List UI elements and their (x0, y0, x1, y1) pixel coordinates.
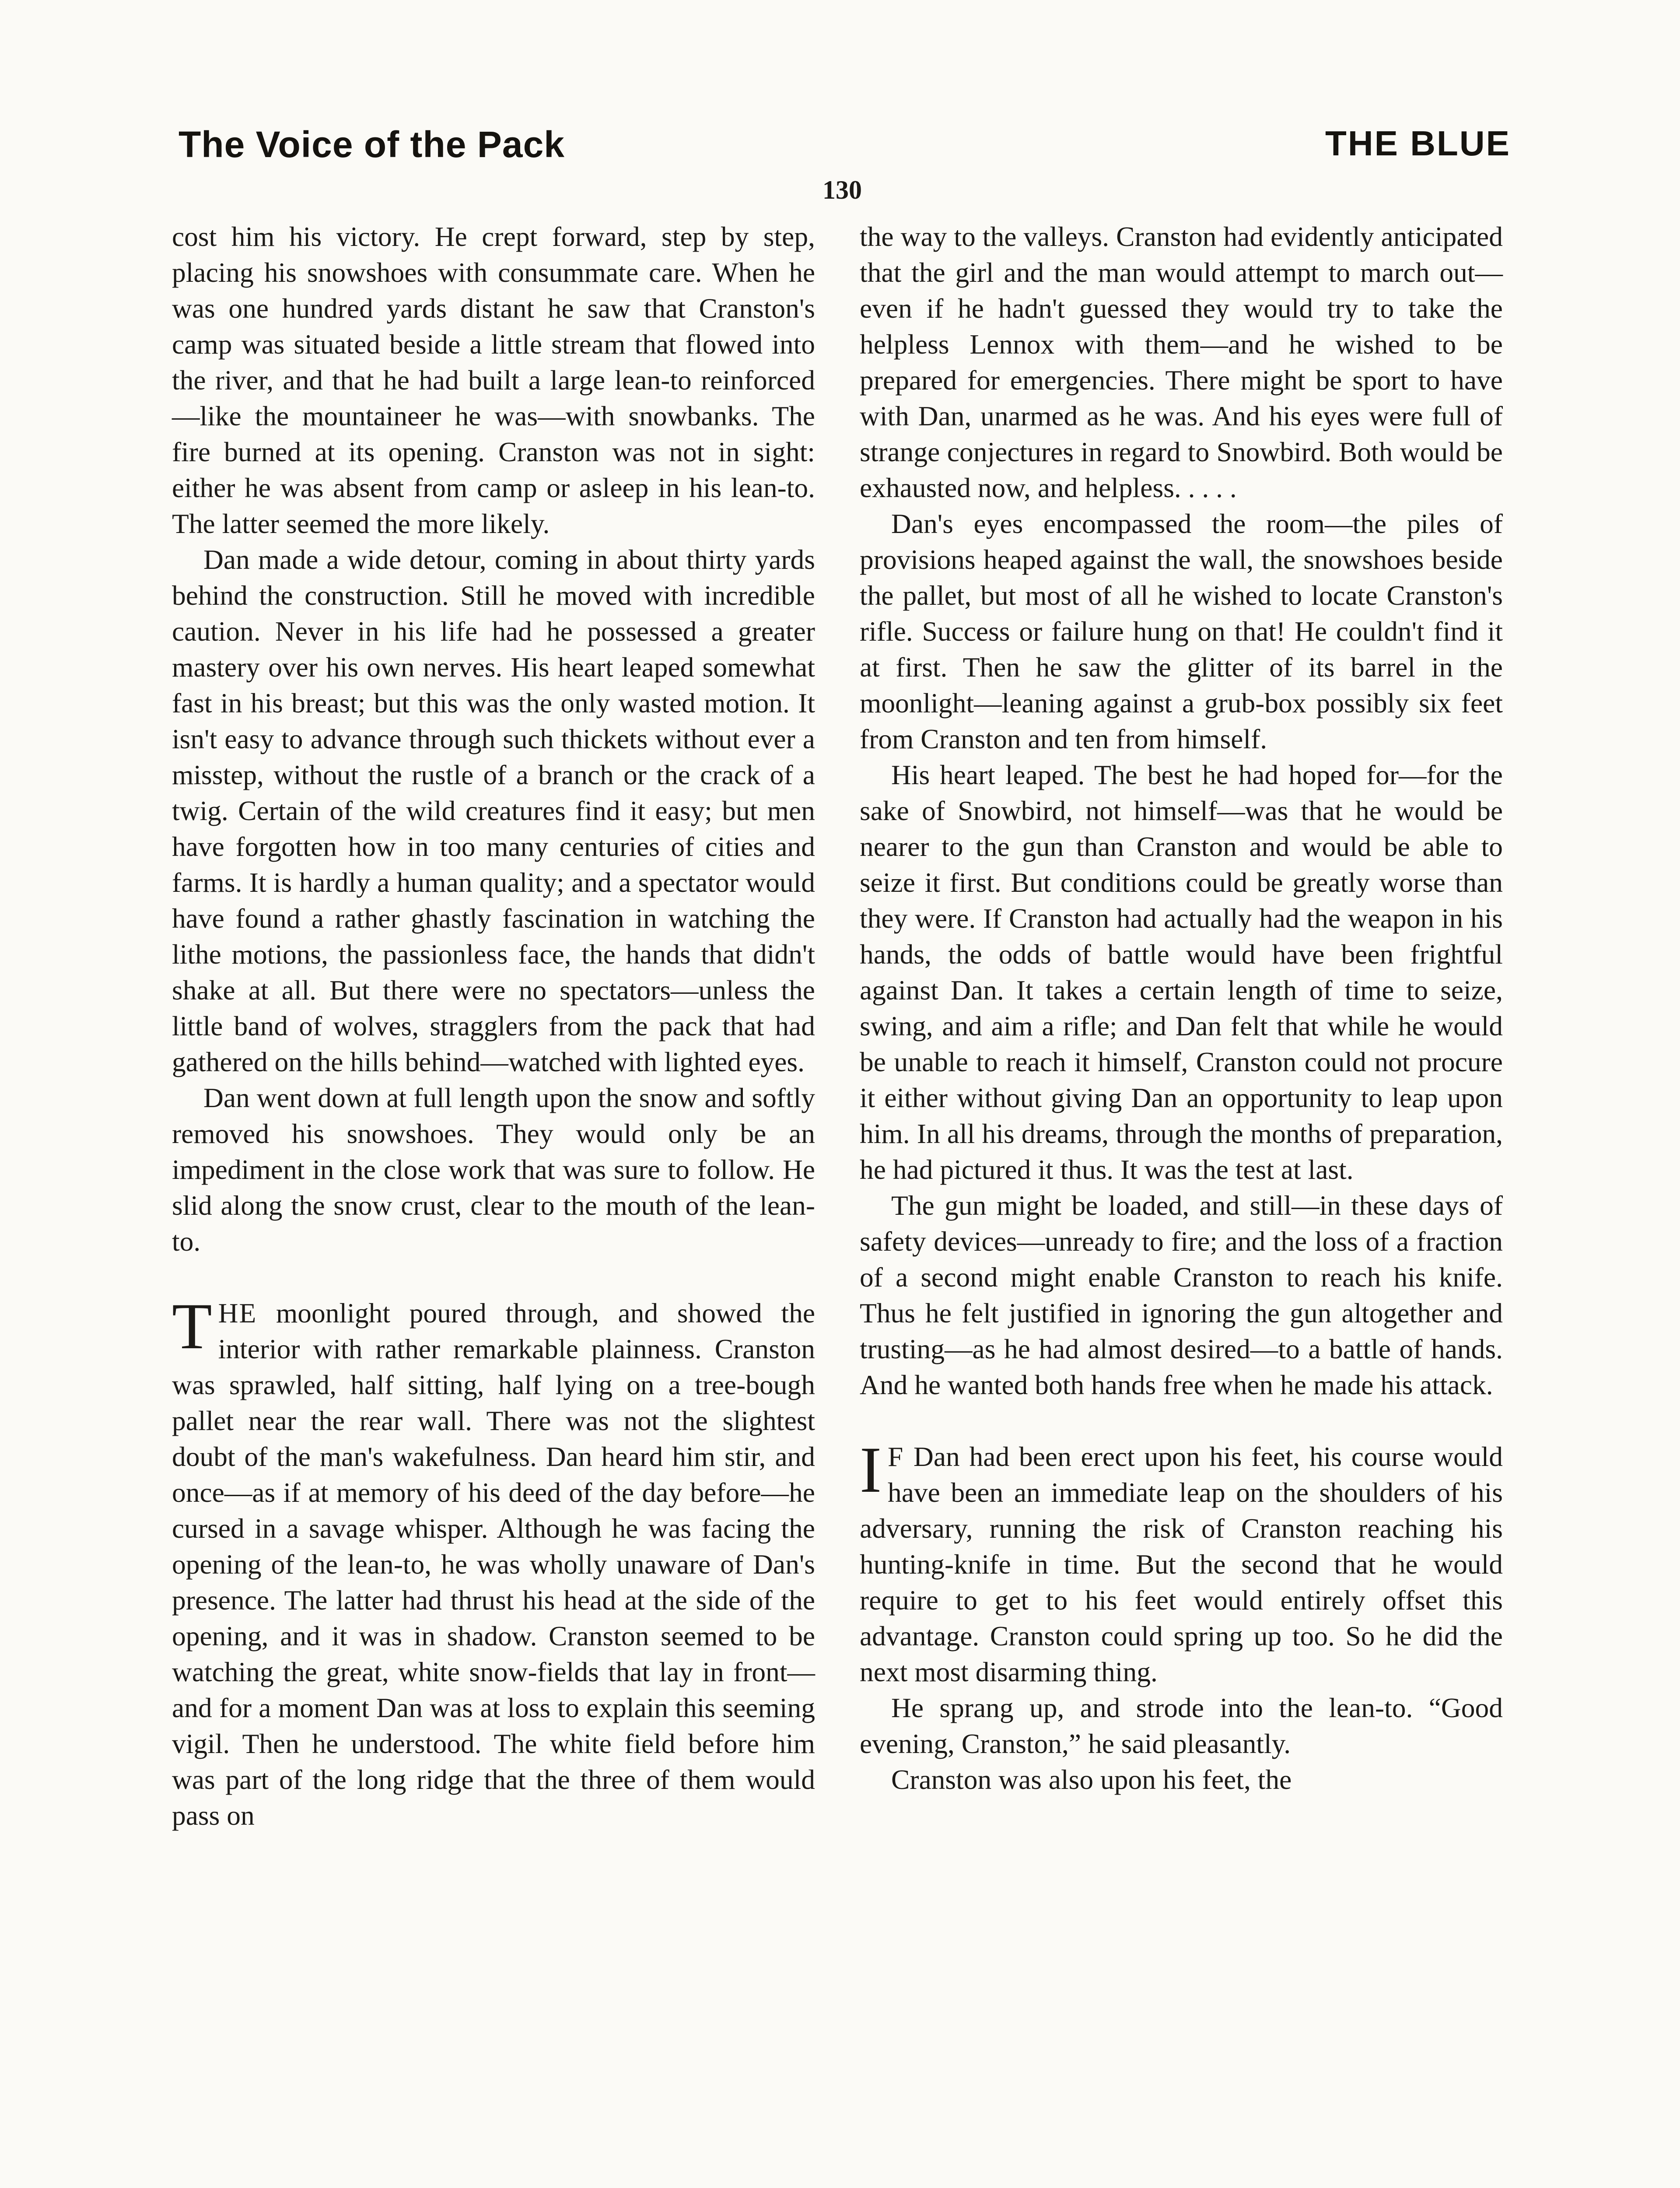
paragraph-with-drop-cap (172, 1290, 815, 1834)
paragraph: Cranston was also upon his feet, the (891, 1764, 1292, 1795)
paragraph-text: Dan had been erect upon his feet, his course would have been an immediate leap on the shoulders of his adversary, running the risk of Cranston reaching his hunting-knife in time. But the second that he would require to get to his feet would entirely offset this advantage. Cranston could spring up too. So he did the next most disarming thing. (860, 1441, 1503, 1687)
paragraph: Dan's eyes encompassed the room—the piles of provisions heaped against the wall, the snowshoes beside the pallet, but most of all he wished to locate Cranston's rifle. Success or failure hung on that! He couldn't find it at first. Then he saw the glitter of its barrel in the moonlight—leaning against a grub-box possibly six feet from Cranston and ten from himself. (860, 508, 1503, 754)
drop-cap: I (860, 1434, 882, 1506)
section-break (172, 1259, 815, 1295)
lead-in: HE (218, 1297, 257, 1329)
paragraph-with-drop-cap (860, 1434, 1503, 1690)
paragraph: The gun might be loaded, and still—in these days of safety devices—unready to fire; and the loss of a fraction of a second might enable Cranston to reach his knife. Thus he felt justified in ignoring the gun altogether and trusting—as he had almost desired—to a battle of hands. And he wanted both hands free when he made his attack. (860, 1190, 1503, 1400)
paragraph: He sprang up, and strode into the lean-to. “Good evening, Cranston,” he said pleasantly. (860, 1692, 1503, 1759)
paragraph-text: moonlight poured through, and showed the interior with rather remarkable plainness. Cranston was sprawled, half sitting, half lying on a tree-bough pallet near the rear wall. There was not the slightest doubt of the man's wakefulness. Dan heard him stir, and once—as if at memory of his deed of the day before—he cursed in a savage whisper. Although he was facing the opening of the lean-to, he was wholly unaware of Dan's presence. The latter had thrust his head at the side of the opening, and it was in shadow. Cranston seemed to be watching the great, white snow-fields that lay in front—and for a moment Dan was at loss to explain this seeming vigil. Then he understood. The white field before him was part of the long ridge that the three of them would pass on (172, 1297, 815, 1831)
paragraph: His heart leaped. The best he had hoped for—for the sake of Snowbird, not himself—was that he would be nearer to the gun than Cranston and would be able to seize it first. But conditions could be greatly worse than they were. If Cranston had actually had the weapon in his hands, the odds of battle would have been frightful against Dan. It takes a certain length of time to seize, swing, and aim a rifle; and Dan felt that while he would be unable to reach it himself, Cranston could not procure it either without giving Dan an opportunity to leap upon him. In all his dreams, through the months of preparation, he had pictured it thus. It was the test at last. (860, 759, 1503, 1185)
paragraph: Dan made a wide detour, coming in about thirty yards behind the construction. Still he moved with incredible caution. Never in his life had he possessed a greater mastery over his own nerves. His heart leaped somewhat fast in his breast; but this was the only wasted motion. It isn't easy to advance through such thickets without ever a misstep, without the rustle of a branch or the crack of a twig. Certain of the wild creatures find it easy; but men have forgotten how in too many centuries of cities and farms. It is hardly a human quality; and a spectator would have found a rather ghastly fascination in watching the lithe motions, the passionless face, the hands that didn't shake at all. But there were no spectators—unless the little band of wolves, stragglers from the pack that had gathered on the hills behind—watched with lighted eyes. (172, 544, 815, 1077)
lead-in: F (887, 1441, 904, 1472)
section-title: THE BLUE (1325, 124, 1511, 163)
right-column (860, 219, 1503, 1798)
left-column (172, 219, 815, 1834)
section-break (860, 1403, 1503, 1439)
paragraph: Dan went down at full length upon the snow and softly removed his snowshoes. They would only be an impediment in the close work that was sure to follow. He slid along the snow crust, clear to the mouth of the lean-to. (172, 1082, 815, 1257)
paragraph: cost him his victory. He crept forward, step by step, placing his snowshoes with consummate care. When he was one hundred yards distant he saw that Cranston's camp was situated beside a little stream that flowed into the river, and that he had built a large lean-to reinforced—like the mountaineer he was—with snowbanks. The fire burned at its opening. Cranston was not in sight: either he was absent from camp or asleep in his lean-to. The latter seemed the more likely. (172, 221, 815, 539)
paragraph: the way to the valleys. Cranston had evidently anticipated that the girl and the man would attempt to march out—even if he hadn't guessed they would try to take the helpless Lennox with them—and he wished to be prepared for emergencies. There might be sport to have with Dan, unarmed as he was. And his eyes were full of strange conjectures in regard to Snowbird. Both would be exhausted now, and helpless. . . . . (860, 221, 1503, 503)
story-title: The Voice of the Pack (178, 124, 565, 165)
page-number: 130 (822, 175, 862, 204)
drop-cap: T (172, 1290, 212, 1363)
